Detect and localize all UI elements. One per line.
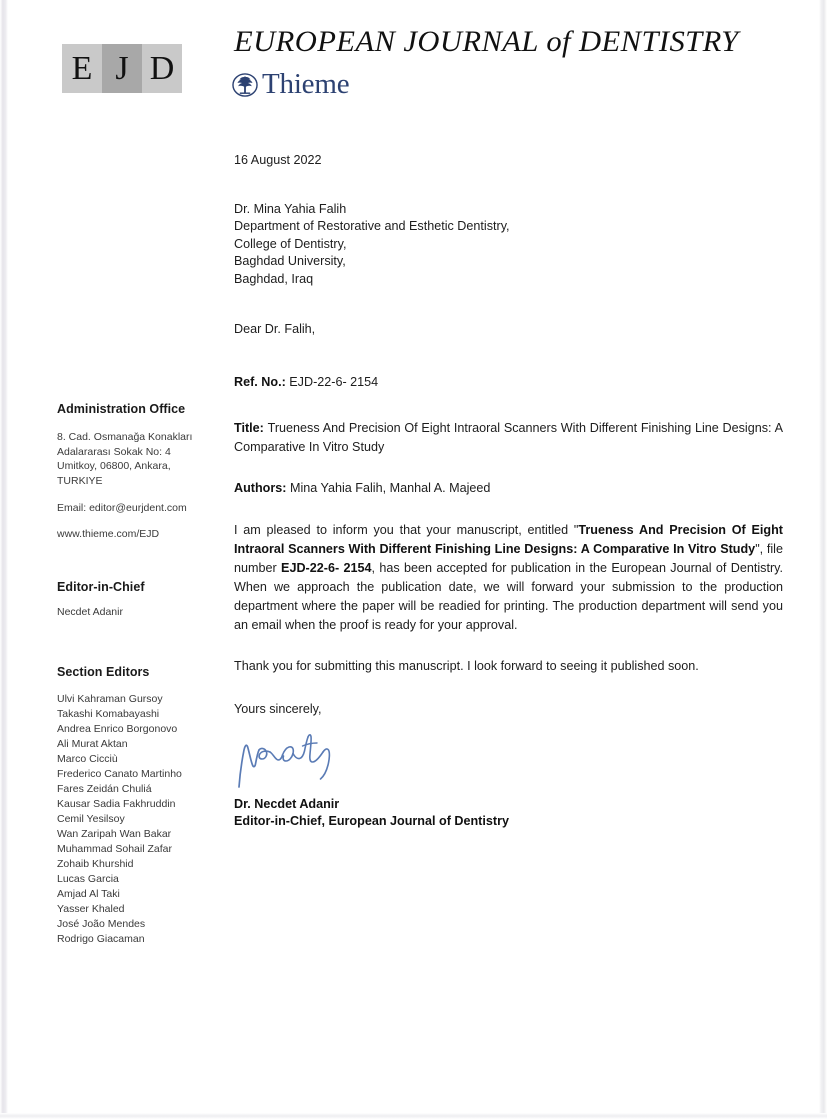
address-line-3: Umitkoy, 06800, Ankara, <box>57 460 171 473</box>
ejd-logo-letter-d: D <box>142 44 182 93</box>
list-item: Wan Zaripah Wan Bakar <box>57 828 172 841</box>
recipient-line-1: Dr. Mina Yahia Falih <box>234 201 347 216</box>
authors-label: Authors: <box>234 480 287 495</box>
body-segment-2: ", file number <box>234 542 783 576</box>
editor-in-chief-heading: Editor-in-Chief <box>57 579 145 594</box>
ref-value: EJD-22-6- 2154 <box>289 375 379 390</box>
recipient-line-3: College of Dentistry, <box>234 236 347 251</box>
address-line-2: Adalararası Sokak No: 4 <box>57 445 171 458</box>
recipient-address <box>234 201 783 289</box>
reference-number-line <box>234 374 783 392</box>
ejd-logo <box>62 44 182 93</box>
page-right-edge <box>819 0 827 1119</box>
letter-body <box>234 152 783 830</box>
signer-name: Dr. Necdet Adanir <box>234 796 340 811</box>
admin-office-email[interactable]: Email: editor@eurjdent.com <box>57 502 187 515</box>
list-item: Frederico Canato Martinho <box>57 768 182 781</box>
list-item: Marco Cicciù <box>57 753 118 766</box>
thieme-wordmark: Thieme <box>262 68 350 100</box>
page-left-edge <box>0 0 8 1119</box>
journal-title: EUROPEAN JOURNAL of DENTISTRY <box>234 25 739 58</box>
list-item: Kausar Sadia Fakhruddin <box>57 798 176 811</box>
authors-value: Mina Yahia Falih, Manhal A. Majeed <box>289 480 491 495</box>
recipient-line-5: Baghdad, Iraq <box>234 271 314 286</box>
admin-office-heading: Administration Office <box>57 402 186 416</box>
section-editors-list <box>57 692 217 947</box>
list-item: Ulvi Kahraman Gursoy <box>57 693 163 706</box>
list-item: Yasser Khaled <box>57 903 125 916</box>
letter-date: 16 August 2022 <box>234 153 322 167</box>
handwritten-signature <box>234 731 364 789</box>
letterhead-header <box>0 0 827 128</box>
closing-line: Yours sincerely, <box>234 701 322 716</box>
list-item: Andrea Enrico Borgonovo <box>57 723 178 736</box>
thieme-tree-icon <box>232 72 258 98</box>
title-value: Trueness And Precision Of Eight Intraoral Scanners With Different Finishing Line Designs: A Comparative In Vitro Study <box>234 420 783 454</box>
signer-title: Editor-in-Chief, European Journal of Dentistry <box>234 813 509 828</box>
authors-line <box>234 480 783 498</box>
list-item: Amjad Al Taki <box>57 888 120 901</box>
letterhead-sidebar <box>57 402 217 947</box>
list-item: Zohaib Khurshid <box>57 858 134 871</box>
salutation: Dear Dr. Falih, <box>234 321 316 336</box>
thieme-logo <box>232 70 349 99</box>
list-item: Rodrigo Giacaman <box>57 933 145 946</box>
editor-in-chief-name: Necdet Adanir <box>57 605 123 618</box>
title-label: Title: <box>234 420 264 435</box>
recipient-line-2: Department of Restorative and Esthetic Dentistry, <box>234 219 510 234</box>
section-editors-heading: Section Editors <box>57 665 150 680</box>
address-line-1: 8. Cad. Osmanağa Konakları <box>57 431 193 443</box>
list-item: Muhammad Sohail Zafar <box>57 843 172 856</box>
admin-office-address <box>57 430 217 488</box>
ejd-logo-letter-e: E <box>62 44 102 93</box>
recipient-line-4: Baghdad University, <box>234 254 346 269</box>
list-item: Cemil Yesilsoy <box>57 813 125 826</box>
ref-label: Ref. No.: <box>234 375 286 390</box>
manuscript-title-line <box>234 419 783 457</box>
body-segment-3: , has been accepted for publication in the European Journal of Dentistry. When we approach the publication date, we will forward your submission to the production department where the paper will be readied for printing. The production department will send you an email when the proof is ready for your approval. <box>234 561 784 633</box>
page-bottom-edge <box>0 1113 827 1119</box>
body-manuscript-title: Trueness And Precision Of Eight Intraoral Scanners With Different Finishing Line Designs: A Comparative In Vitro Study <box>234 523 783 557</box>
thanks-line: Thank you for submitting this manuscript. I look forward to seeing it published soon. <box>234 659 699 674</box>
list-item: Takashi Komabayashi <box>57 708 160 721</box>
list-item: Ali Murat Aktan <box>57 738 128 751</box>
ejd-logo-letter-j: J <box>102 44 142 93</box>
list-item: José João Mendes <box>57 918 146 931</box>
body-file-number: EJD-22-6- 2154 <box>281 561 372 576</box>
signer-block <box>234 796 783 831</box>
body-segment-1: I am pleased to inform you that your manuscript, entitled " <box>234 523 579 538</box>
list-item: Fares Zeidán Chuliá <box>57 783 152 796</box>
admin-office-website[interactable]: www.thieme.com/EJD <box>57 527 160 540</box>
list-item: Lucas Garcia <box>57 873 119 886</box>
address-line-4: TURKIYE <box>57 474 103 487</box>
acceptance-paragraph <box>234 521 783 635</box>
